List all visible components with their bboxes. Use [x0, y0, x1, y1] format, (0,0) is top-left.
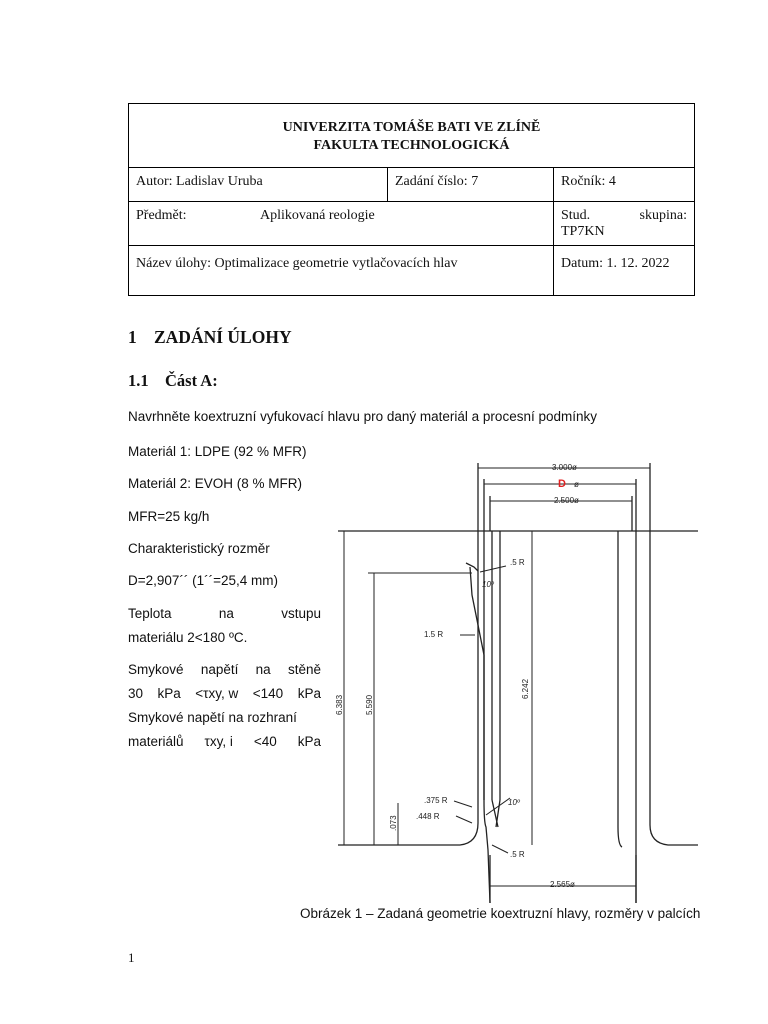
university-name: UNIVERZITA TOMÁŠE BATI VE ZLÍNĚ [282, 120, 541, 135]
task-cell: Název úlohy: Optimalizace geometrie vytlačovacích hlav [136, 256, 458, 271]
dim-2500-label: 2.500ø [554, 496, 579, 505]
radius-15-label: 1.5 R [424, 630, 444, 639]
temperature-paragraph: Teplota na vstupu materiálu 2<180 ºC. [128, 606, 321, 645]
header-row-university [129, 104, 694, 168]
author-cell: Autor: Ladislav Uruba [136, 174, 263, 189]
header-row-subject [129, 202, 694, 246]
dim-5590-label: 5.590 [365, 694, 374, 715]
subject-label: Předmět: [136, 208, 187, 223]
header-row-author [129, 168, 694, 202]
angle-top-label: 10º [482, 580, 494, 589]
dim-6242-label: 6.242 [521, 678, 530, 699]
intro-text: Navrhněte koextruzní vyfukovací hlavu pro daný materiál a procesní podmínky [128, 409, 597, 424]
radius-05-bottom-label: .5 R [510, 850, 525, 859]
group-value: TP7KN [561, 224, 605, 239]
group-label-1: Stud. [561, 208, 591, 223]
extrusion-head-drawing [332, 455, 702, 903]
heading-1-1: 1.1 Část A: [128, 371, 218, 390]
char-dimension-label: Charakteristický rozměr [128, 541, 270, 556]
shear-paragraph: Smykové napětí na stěně 30 kPa <τxy, w <140 kPa Smykové napětí na rozhraní materiálů τxy, i <40 kPa [128, 662, 321, 749]
group-cell [553, 202, 694, 245]
assignment-cell: Zadání číslo: 7 [387, 168, 553, 201]
dim-2565-label: 2.565ø [550, 880, 575, 889]
dim-073-label: .073 [389, 815, 398, 831]
header-row-task [129, 246, 694, 295]
radius-05-top-label: .5 R [510, 558, 525, 567]
radius-375-label: .375 R [424, 796, 448, 805]
dim-D-label: D [558, 478, 566, 490]
faculty-name: FAKULTA TECHNOLOGICKÁ [313, 138, 510, 153]
material-1: Materiál 1: LDPE (92 % MFR) [128, 444, 307, 459]
heading-1: 1 ZADÁNÍ ÚLOHY [128, 327, 292, 347]
subject-value: Aplikovaná reologie [260, 208, 375, 223]
year-cell: Ročník: 4 [553, 168, 694, 201]
group-label-2: skupina: [639, 208, 687, 223]
material-2: Materiál 2: EVOH (8 % MFR) [128, 476, 303, 491]
subject-cell [129, 202, 553, 245]
dim-3000-label: 3.000ø [552, 463, 577, 472]
date-cell: Datum: 1. 12. 2022 [553, 246, 694, 295]
dim-D-suffix: ø [574, 480, 579, 489]
dim-6383-label: 6.383 [335, 694, 344, 715]
header-table [128, 103, 695, 296]
page-number: 1 [128, 950, 135, 965]
d-value: D=2,907´´ (1´´=25,4 mm) [128, 573, 279, 588]
radius-448-label: .448 R [416, 812, 440, 821]
mfr-value: MFR=25 kg/h [128, 509, 210, 524]
angle-bottom-label: 10º [508, 798, 520, 807]
figure-caption: Obrázek 1 – Zadaná geometrie koextruzní hlavy, rozměry v palcích [300, 906, 701, 921]
